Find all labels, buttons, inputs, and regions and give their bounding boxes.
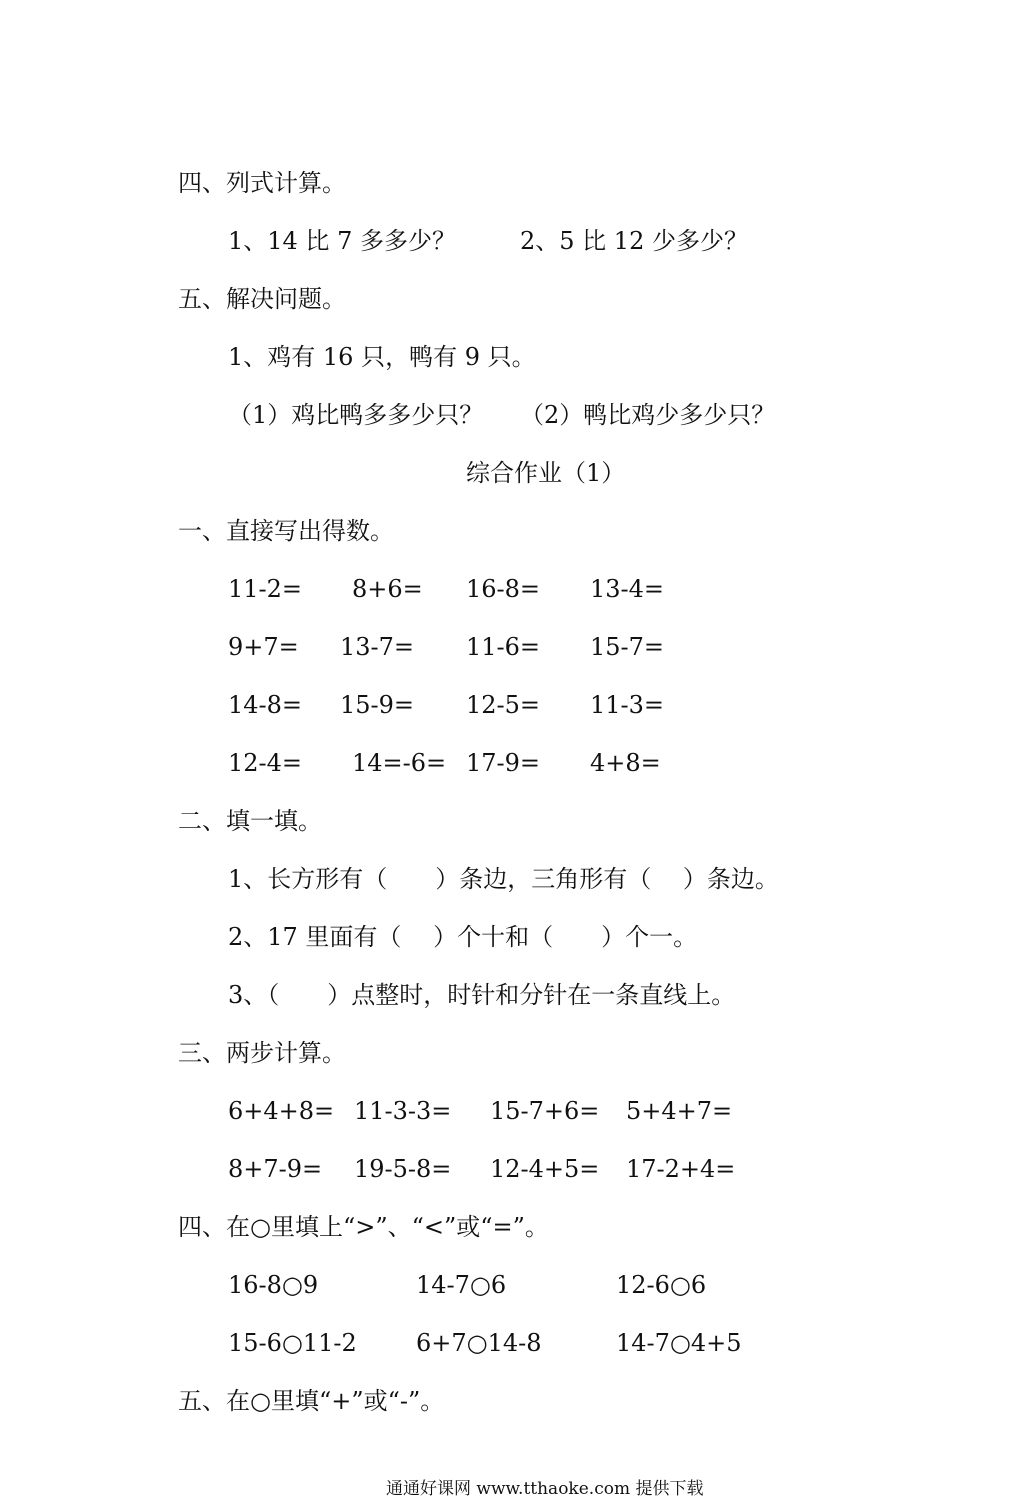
page-footer: 通通好课网 www.tthaoke.com 提供下载 xyxy=(386,1479,704,1499)
s1-item: 15-9= xyxy=(340,691,415,719)
s4-item: 16-8○9 xyxy=(228,1271,319,1299)
s4-title: 四、在○里填上“>”、“<”或“=”。 xyxy=(178,1213,549,1241)
section-5-title: 五、解决问题。 xyxy=(178,285,346,313)
s3-title: 三、两步计算。 xyxy=(178,1039,346,1067)
s2-q1: 1、长方形有（ ）条边，三角形有（ ）条边。 xyxy=(228,865,779,893)
s1-item: 16-8= xyxy=(466,575,541,603)
s1-item: 11-2= xyxy=(228,575,303,603)
s4-item: 6+7○14-8 xyxy=(416,1329,542,1357)
s1-item: 15-7= xyxy=(590,633,665,661)
s1-item: 14-8= xyxy=(228,691,303,719)
s3-item: 8+7-9= xyxy=(228,1155,323,1183)
s1-item: 14=-6= xyxy=(352,749,447,777)
question-5-1: 1、鸡有 16 只，鸭有 9 只。 xyxy=(228,343,536,371)
s3-item: 6+4+8= xyxy=(228,1097,335,1125)
s5-title: 五、在○里填“+”或“-”。 xyxy=(178,1387,445,1415)
s3-item: 19-5-8= xyxy=(354,1155,452,1183)
s1-item: 12-4= xyxy=(228,749,303,777)
section-4-title: 四、列式计算。 xyxy=(178,169,346,197)
s1-item: 11-6= xyxy=(466,633,541,661)
s3-item: 11-3-3= xyxy=(354,1097,452,1125)
s3-item: 15-7+6= xyxy=(490,1097,600,1125)
s4-item: 14-7○4+5 xyxy=(616,1329,742,1357)
question-5-1-sub2: （2）鸭比鸡少多少只？ xyxy=(520,401,776,429)
question-4-2: 2、5 比 12 少多少？ xyxy=(520,227,748,255)
question-4-1: 1、14 比 7 多多少？ xyxy=(228,227,456,255)
s2-title: 二、填一填。 xyxy=(178,807,322,835)
s1-item: 8+6= xyxy=(352,575,423,603)
s2-q3: 3、（ ）点整时，时针和分针在一条直线上。 xyxy=(228,981,736,1009)
s2-q2: 2、17 里面有（ ）个十和（ ）个一。 xyxy=(228,923,698,951)
question-5-1-sub1: （1）鸡比鸭多多少只？ xyxy=(228,401,484,429)
s1-item: 12-5= xyxy=(466,691,541,719)
s3-item: 5+4+7= xyxy=(626,1097,733,1125)
s4-item: 15-6○11-2 xyxy=(228,1329,357,1357)
s1-item: 13-4= xyxy=(590,575,665,603)
s1-item: 4+8= xyxy=(590,749,661,777)
s4-item: 14-7○6 xyxy=(416,1271,507,1299)
s1-item: 9+7= xyxy=(228,633,299,661)
s1-title: 一、直接写出得数。 xyxy=(178,517,394,545)
s1-item: 11-3= xyxy=(590,691,665,719)
s1-item: 13-7= xyxy=(340,633,415,661)
homework-title: 综合作业（1） xyxy=(466,459,626,487)
s4-item: 12-6○6 xyxy=(616,1271,707,1299)
s3-item: 12-4+5= xyxy=(490,1155,600,1183)
s3-item: 17-2+4= xyxy=(626,1155,736,1183)
s1-item: 17-9= xyxy=(466,749,541,777)
